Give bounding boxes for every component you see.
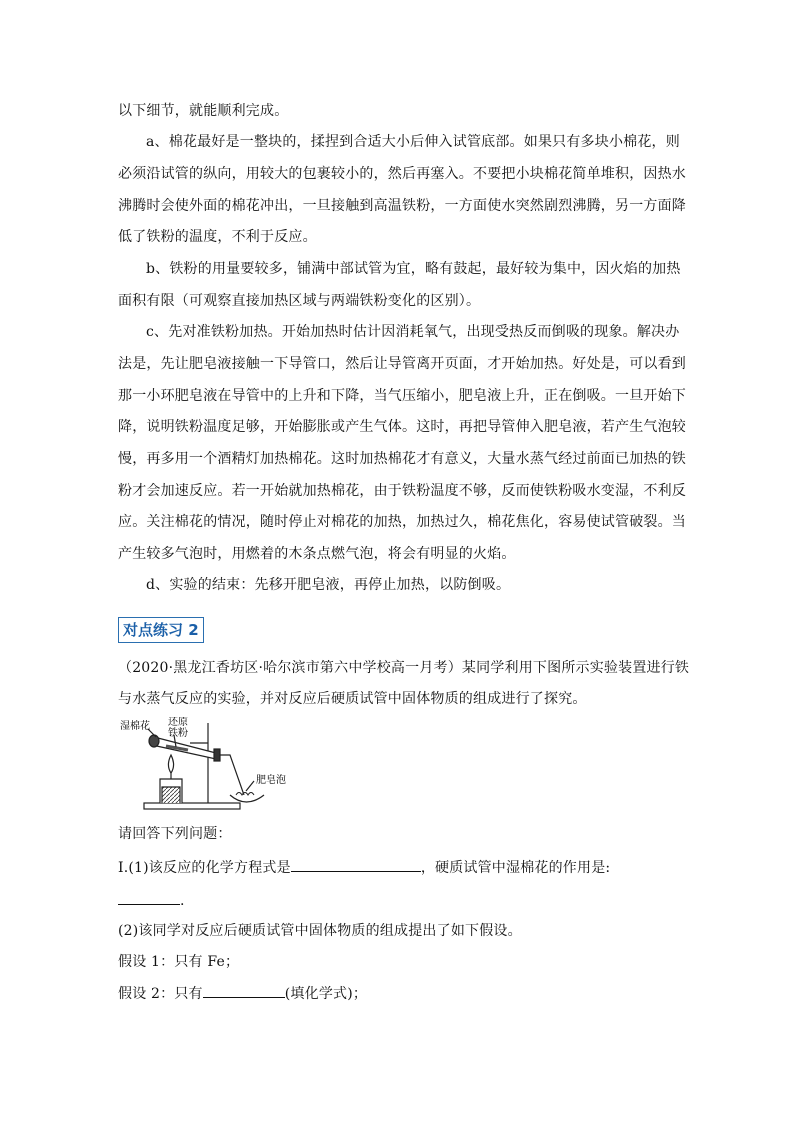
evaporating-dish [230, 795, 264, 802]
paragraph-line: 以下细节，就能顺利完成。 [118, 103, 289, 119]
apparatus-diagram [118, 717, 306, 817]
paragraph-c-line: c、先对准铁粉加热。开始加热时估计因消耗氧气，出现受热反而倒吸的现象。解决办 [146, 324, 680, 340]
problem-intro-line: 与水蒸气反应的实验，并对反应后硬质试管中固体物质的组成进行了探究。 [118, 691, 587, 707]
flame [168, 755, 173, 773]
paragraph-c-line: 粉才会加速反应。若一开始就加热棉花，由于铁粉温度不够，反而使铁粉吸水变湿，不利反 [118, 483, 686, 499]
problem-intro-line: （2020·黑龙江香坊区·哈尔滨市第六中学校高一月考）某同学利用下图所示实验装置进行铁 [118, 660, 690, 676]
paragraph-c-line: 法是，先让肥皂液接触一下导管口，然后让导管离开页面，才开始加热。好处是，可以看到 [118, 356, 686, 372]
period: . [180, 893, 185, 909]
label-iron-line2: 铁粉 [168, 728, 188, 739]
section-heading: 对点练习 2 [118, 617, 204, 643]
wet-cotton [149, 735, 159, 747]
paragraph-c-line: 应。关注棉花的情况，随时停止对棉花的加热，加热过久，棉花焦化，容易使试管破裂。当 [118, 514, 686, 530]
answer-blank-equation[interactable] [291, 857, 421, 872]
hypothesis-2 [118, 983, 678, 1003]
answer-blank-formula[interactable] [203, 983, 285, 998]
question-prompt: 请回答下列问题： [118, 826, 232, 842]
paragraph-c-line: 那一小环肥皂液在导管中的上升和下降，当气压缩小，肥皂液上升，正在倒吸。一旦开始下 [118, 388, 686, 404]
paragraph-b-line: 面积有限（可观察直接加热区域与两端铁粉变化的区别）。 [118, 293, 481, 309]
paragraph-c-line: 降，说明铁粉温度足够，开始膨胀或产生气体。这时，再把导管伸入肥皂液，若产生气泡较 [118, 419, 686, 435]
question-1-text-2: ，硬质试管中湿棉花的作用是: [420, 860, 611, 876]
paragraph-a-line: 沸腾时会使外面的棉花冲出，一旦接触到高温铁粉，一方面使水突然剧烈沸腾，另一方面降 [118, 198, 686, 214]
question-1-text: Ⅰ.(1)该反应的化学方程式是 [118, 860, 291, 876]
paragraph-a-line: 低了铁粉的温度，不利于反应。 [118, 229, 317, 245]
stand-base [144, 803, 240, 809]
paragraph-c-line: 产生较多气泡时，用燃着的木条点燃气泡，将会有明显的火焰。 [118, 546, 516, 562]
stopper [214, 749, 220, 761]
label-wet-cotton: 湿棉花 [120, 721, 150, 732]
hypothesis-2-text: 假设 2：只有 [118, 986, 203, 1002]
question-2: (2)该同学对反应后硬质试管中固体物质的组成提出了如下假设。 [118, 923, 522, 939]
paragraph-a-line: 必须沿试管的纵向，用较大的包裹较小的，然后再塞入。不要把小块棉花简单堆积，因热水 [118, 166, 686, 182]
delivery-tube [220, 755, 244, 795]
paragraph-d-line: d、实验的结束：先移开肥皂液，再停止加热，以防倒吸。 [146, 577, 511, 593]
paragraph-b-line: b、铁粉的用量要较多，铺满中部试管为宜，略有鼓起，最好较为集中，因火焰的加热 [146, 261, 681, 277]
hypothesis-2-text-2: (填化学式)； [284, 986, 368, 1002]
question-1 [118, 857, 678, 877]
soap-bubbles [236, 793, 254, 796]
label-soap-bubbles: 肥皂泡 [256, 775, 286, 786]
question-1-continued [118, 890, 678, 910]
answer-blank-cotton-role[interactable] [118, 890, 180, 905]
hypothesis-1: 假设 1：只有 Fe； [118, 954, 240, 970]
label-iron-line1: 还原 [168, 717, 188, 728]
paragraph-c-line: 慢，再多用一个酒精灯加热棉花。这时加热棉花才有意义，大量水蒸气经过前面已加热的铁 [118, 451, 686, 467]
paragraph-a-line: a、棉花最好是一整块的，揉捏到合适大小后伸入试管底部。如果只有多块小棉花，则 [146, 134, 680, 150]
